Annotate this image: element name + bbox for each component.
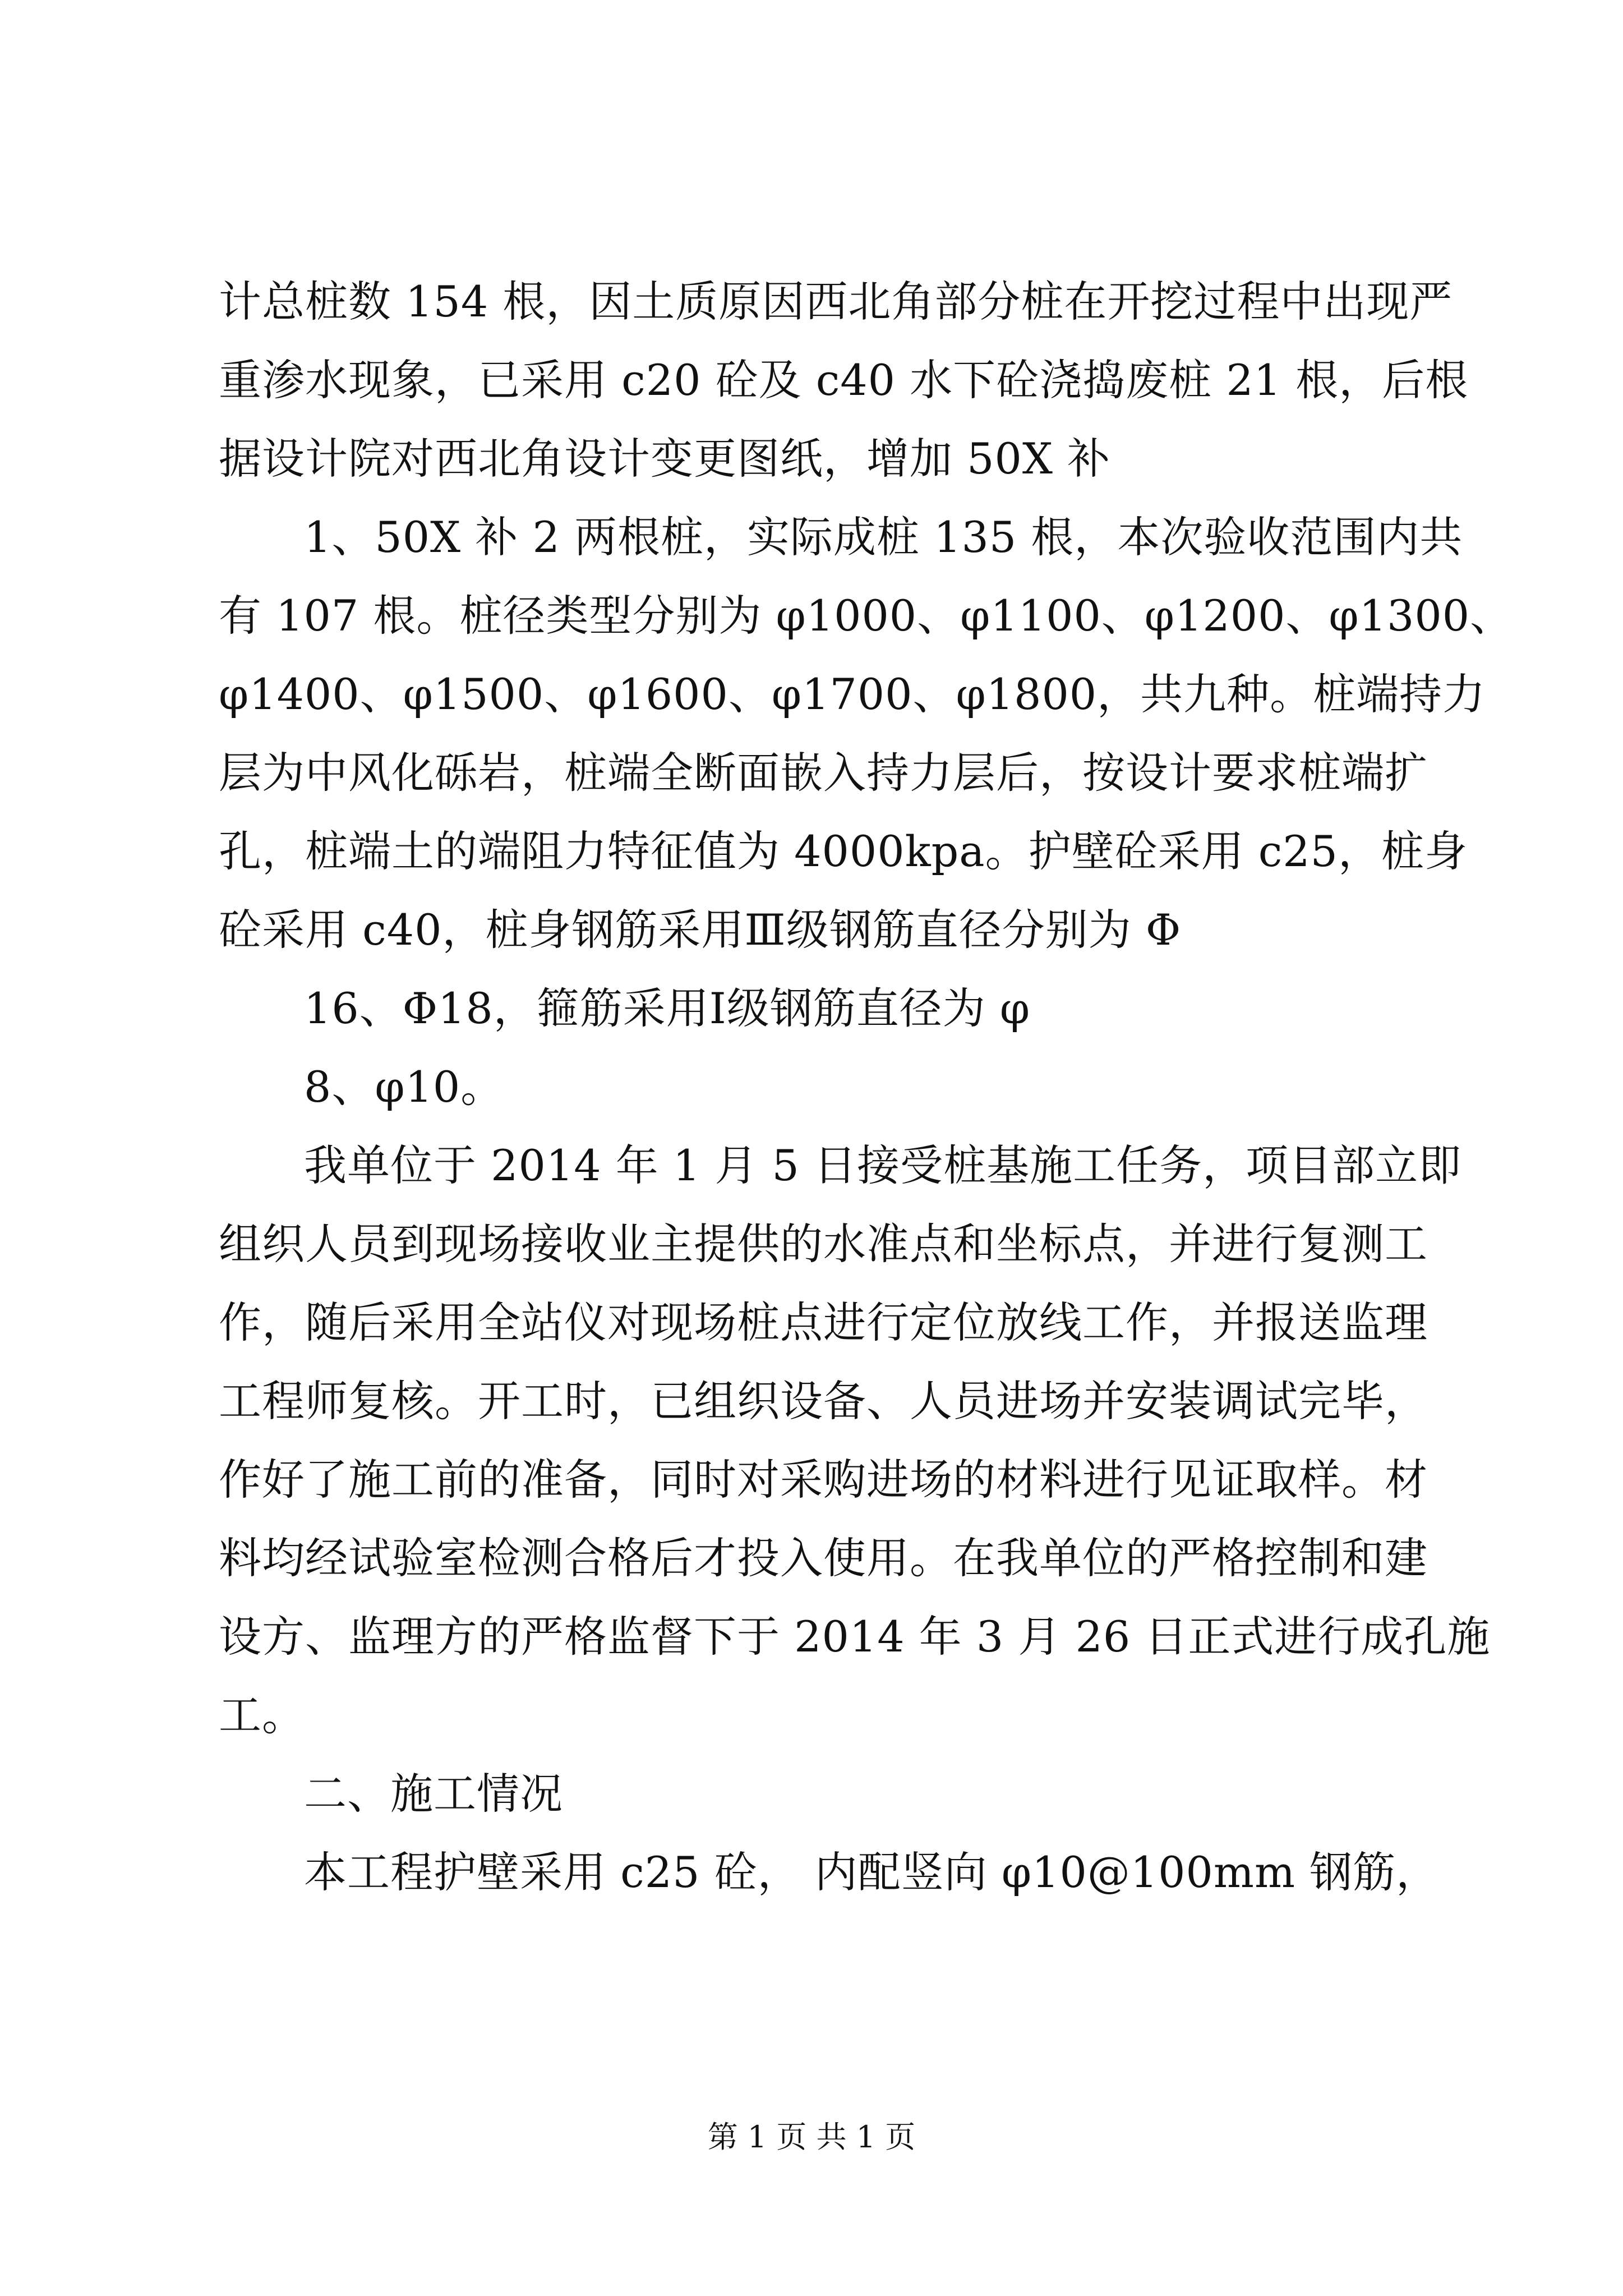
text-line: 作，随后采用全站仪对现场桩点进行定位放线工作，并报送监理	[219, 1297, 1428, 1347]
page-number-footer: 第 1 页 共 1 页	[707, 2119, 916, 2155]
text-line: 1、50X 补 2 两根桩，实际成桩 135 根，本次验收范围内共	[304, 512, 1463, 562]
text-line: 计总桩数 154 根，因土质原因西北角部分桩在开挖过程中出现严	[219, 277, 1453, 326]
text-line: 工。	[219, 1690, 305, 1740]
text-line: 本工程护壁采用 c25 砼， 内配竖向 φ10@100mm 钢筋，	[304, 1847, 1440, 1897]
section-heading: 二、施工情况	[304, 1769, 563, 1819]
text-line: 设方、监理方的严格监督下于 2014 年 3 月 26 日正式进行成孔施	[219, 1612, 1491, 1662]
text-line: 工程师复核。开工时，已组织设备、人员进场并安装调试完毕，	[219, 1376, 1428, 1426]
text-line: 16、Φ18，箍筋采用Ⅰ级钢筋直径为 φ	[304, 983, 1031, 1033]
text-line: 有 107 根。桩径类型分别为 φ1000、φ1100、φ1200、φ1300、	[219, 591, 1514, 641]
text-line: 重渗水现象，已采用 c20 砼及 c40 水下砼浇捣废桩 21 根，后根	[219, 355, 1469, 405]
document-body	[219, 263, 1514, 1912]
text-line: 料均经试验室检测合格后才投入使用。在我单位的严格控制和建	[219, 1533, 1428, 1583]
text-line: 组织人员到现场接收业主提供的水准点和坐标点，并进行复测工	[219, 1219, 1428, 1269]
text-line: 层为中风化砾岩，桩端全断面嵌入持力层后，按设计要求桩端扩	[219, 748, 1428, 798]
text-line: φ1400、φ1500、φ1600、φ1700、φ1800，共九种。桩端持力	[219, 669, 1486, 719]
text-line: 据设计院对西北角设计变更图纸，增加 50X 补	[219, 434, 1111, 484]
text-line: 我单位于 2014 年 1 月 5 日接受桩基施工任务，项目部立即	[304, 1140, 1462, 1190]
text-line: 8、φ10。	[304, 1062, 504, 1112]
text-line: 孔，桩端土的端阻力特征值为 4000kpa。护壁砼采用 c25，桩身	[219, 826, 1468, 876]
text-line: 作好了施工前的准备，同时对采购进场的材料进行见证取样。材	[219, 1455, 1428, 1504]
text-line: 砼采用 c40，桩身钢筋采用Ⅲ级钢筋直径分别为 Φ	[219, 905, 1182, 955]
